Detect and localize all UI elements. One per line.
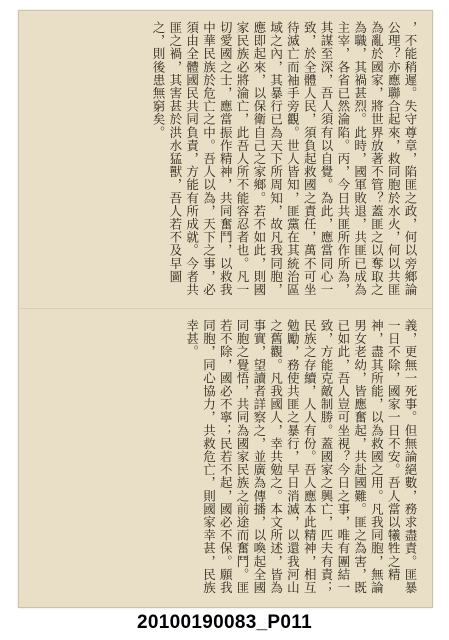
upper-text-block: ，不能稍遲。失守尊章，陷匪之政，何以旁鄉論公理？亦應聯合起來，救同胞於水火，何以共匪為亂於國家，將世界放著不管？蓋匪之以奪取之為職，其禍甚烈。此時，國軍敗退，共匪已成為主宰，各省已然淪陷。丙，今日共匪所作所為，其謀至深，吾人須有以自覺。為此，應當同心一致，於全體人民，須負起救國之責任，萬不可坐待滅亡而袖手旁觀。世人皆知，匪黨在其統治區域之內，其暴行已為天下所周知，故凡我同胞，應即起來，以保衛自己之家鄉。若不如此，則國家民族必將淪亡，此吾人所不能容忍者也。凡一切愛國之士，應當振作精神，共同奮鬥，以救我中華民族於危亡之中。吾人以為，天下之事，必須由全體國民共同負責，方能有所成就。今者共匪之禍，其害甚於洪水猛獸，吾人若不及早圖之，則後患無窮矣。 <box>151 21 418 297</box>
lower-text-block: 義，更無一死事。但無論絕數，務求盡責。匪暴一日不除，國家一日不安。吾人當以犧牲之精神，盡其所能，以為救國之用。凡我同胞，無論男女老幼，皆應奮起，共赴國難。匪之為害，既已如此，吾人豈可坐視？今日之事，唯有團結一致，方能克敵制勝。蓋國家之興亡，匹夫有責；民族之存續，人人有份。吾人應本此精神，相互勉勵，務使共匪之暴行，早日消滅，以還我河山之舊觀。凡我國人，幸共勉之。本文所述，皆為事實，望讀者詳察之，並廣為傳播，以喚起全國同胞之覺悟，共同為國家民族之前途而奮鬥。匪若不除，國必不寧；民若不起，國必不保。願我同胞，同心協力，共救危亡，則國家幸甚，民族幸甚。 <box>184 319 418 595</box>
upper-half <box>19 11 432 309</box>
page-identifier: 20100190083_P011 <box>137 612 312 633</box>
document-page <box>18 10 433 608</box>
lower-half <box>19 309 432 607</box>
